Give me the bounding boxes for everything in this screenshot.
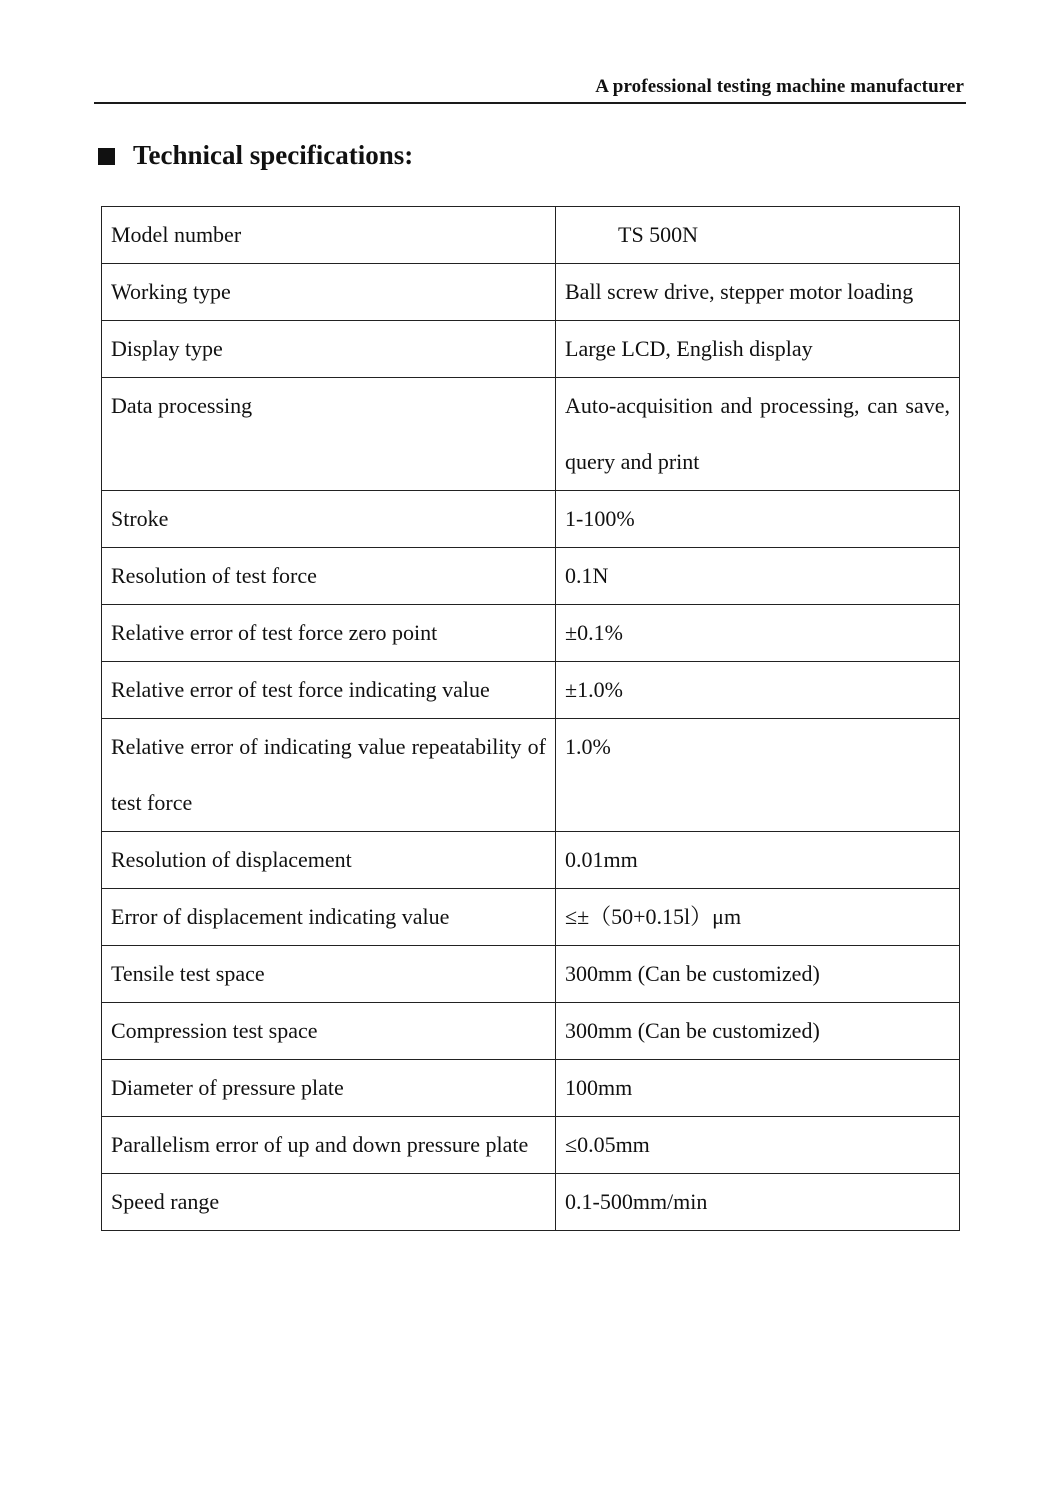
spec-value: ≤0.05mm: [556, 1117, 960, 1174]
table-row: [102, 889, 960, 946]
table-row: [102, 491, 960, 548]
spec-label: Display type: [102, 321, 556, 378]
spec-label: Working type: [102, 264, 556, 321]
spec-value: ±1.0%: [556, 662, 960, 719]
spec-label: Resolution of displacement: [102, 832, 556, 889]
spec-value: ≤±（50+0.15l）μm: [556, 889, 960, 946]
spec-value: 0.1-500mm/min: [556, 1174, 960, 1231]
table-row: [102, 946, 960, 1003]
section-heading: [98, 140, 413, 171]
spec-label: Relative error of indicating value repeatability of test force: [102, 719, 556, 832]
spec-value: 300mm (Can be customized): [556, 946, 960, 1003]
table-row: [102, 719, 960, 832]
square-bullet-icon: [98, 148, 115, 165]
table-row: [102, 662, 960, 719]
table-row: [102, 321, 960, 378]
spec-value: 100mm: [556, 1060, 960, 1117]
spec-value: TS 500N: [556, 207, 960, 264]
header-tagline: A professional testing machine manufacturer: [595, 76, 964, 97]
section-title: Technical specifications:: [133, 140, 414, 170]
spec-value: Auto-acquisition and processing, can save, query and print: [556, 378, 960, 491]
table-row: [102, 1060, 960, 1117]
spec-label: Tensile test space: [102, 946, 556, 1003]
spec-label: Stroke: [102, 491, 556, 548]
spec-label: Model number: [102, 207, 556, 264]
table-row: [102, 832, 960, 889]
table-row: [102, 605, 960, 662]
table-row: [102, 378, 960, 491]
spec-value: ±0.1%: [556, 605, 960, 662]
spec-value: 0.01mm: [556, 832, 960, 889]
spec-table: [101, 206, 960, 1231]
table-row: [102, 548, 960, 605]
spec-label: Diameter of pressure plate: [102, 1060, 556, 1117]
spec-label: Compression test space: [102, 1003, 556, 1060]
table-row: [102, 1117, 960, 1174]
spec-value: 1.0%: [556, 719, 960, 832]
spec-value: Ball screw drive, stepper motor loading: [556, 264, 960, 321]
spec-value: 0.1N: [556, 548, 960, 605]
spec-value: 1-100%: [556, 491, 960, 548]
spec-value: 300mm (Can be customized): [556, 1003, 960, 1060]
table-row: [102, 207, 960, 264]
spec-label: Error of displacement indicating value: [102, 889, 556, 946]
table-row: [102, 1174, 960, 1231]
spec-label: Speed range: [102, 1174, 556, 1231]
spec-value: Large LCD, English display: [556, 321, 960, 378]
spec-label: Parallelism error of up and down pressure plate: [102, 1117, 556, 1174]
table-row: [102, 264, 960, 321]
table-row: [102, 1003, 960, 1060]
spec-label: Relative error of test force indicating value: [102, 662, 556, 719]
page-header: [94, 74, 966, 104]
spec-label: Resolution of test force: [102, 548, 556, 605]
spec-label: Data processing: [102, 378, 556, 491]
spec-label: Relative error of test force zero point: [102, 605, 556, 662]
